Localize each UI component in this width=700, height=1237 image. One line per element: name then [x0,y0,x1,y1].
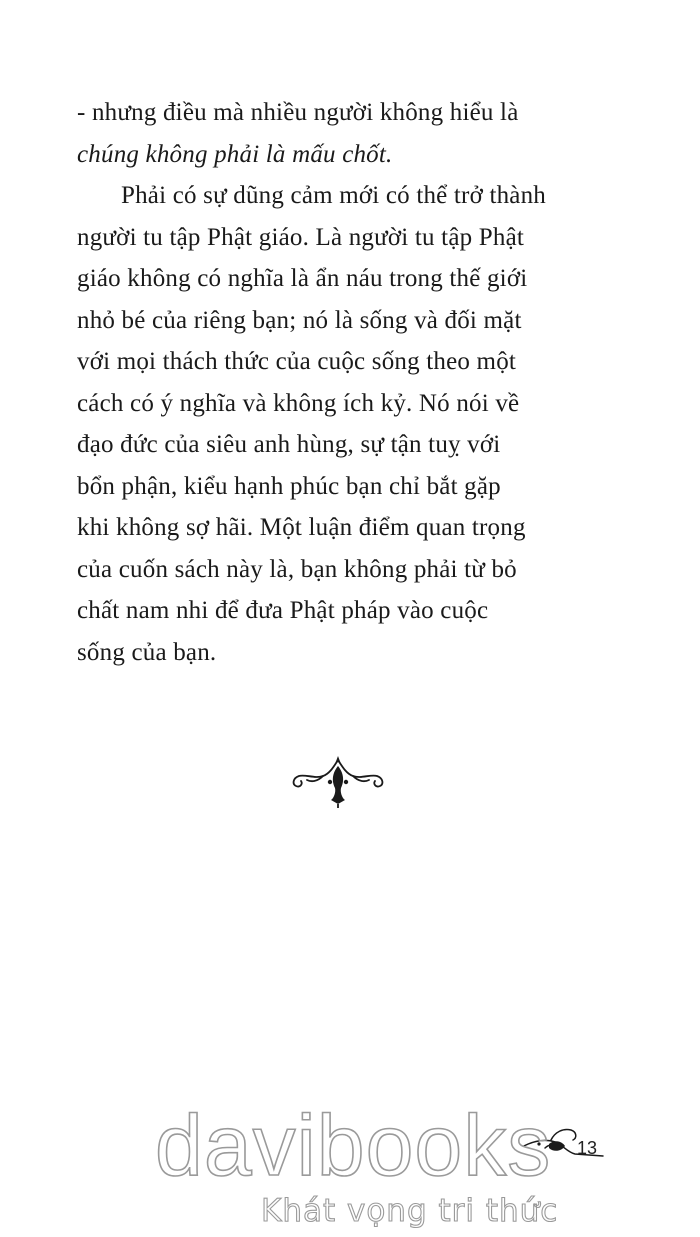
text-line: nhỏ bé của riêng bạn; nó là sống và đối mặt [77,306,522,334]
text-line: đạo đức của siêu anh hùng, sự tận tuỵ với [77,431,501,458]
text-line: của cuốn sách này là, bạn không phải từ bỏ [77,555,517,583]
text-line-emphasis: chúng không phải là mấu chốt. [77,140,393,168]
paragraph-first-line: Phải có sự dũng cảm mới có thể trở thành [121,182,546,209]
text-line: với mọi thách thức của cuộc sống theo một [77,348,517,375]
text-line: bổn phận, kiểu hạnh phúc bạn chỉ bắt gặp [77,472,501,500]
text-line: - nhưng điều mà nhiều người không hiểu là [77,99,519,126]
watermark-brand: davibooks [155,1098,552,1194]
text-line: sống của bạn. [77,638,217,666]
watermark-slogan: Khát vọng tri thức [261,1193,559,1229]
text-line: giáo không có nghĩa là ẩn náu trong thế giới [77,265,528,292]
publisher-watermark [155,1098,575,1228]
page-number: 13 [577,1138,598,1158]
fleuron-divider-icon [283,752,393,810]
body-text [77,92,612,673]
text-line: người tu tập Phật giáo. Là người tu tập Phật [77,223,525,251]
text-line: chất nam nhi để đưa Phật pháp vào cuộc [77,597,489,624]
text-line: cách có ý nghĩa và không ích kỷ. Nó nói về [77,389,520,417]
text-line: khi không sợ hãi. Một luận điểm quan trọng [77,514,526,541]
